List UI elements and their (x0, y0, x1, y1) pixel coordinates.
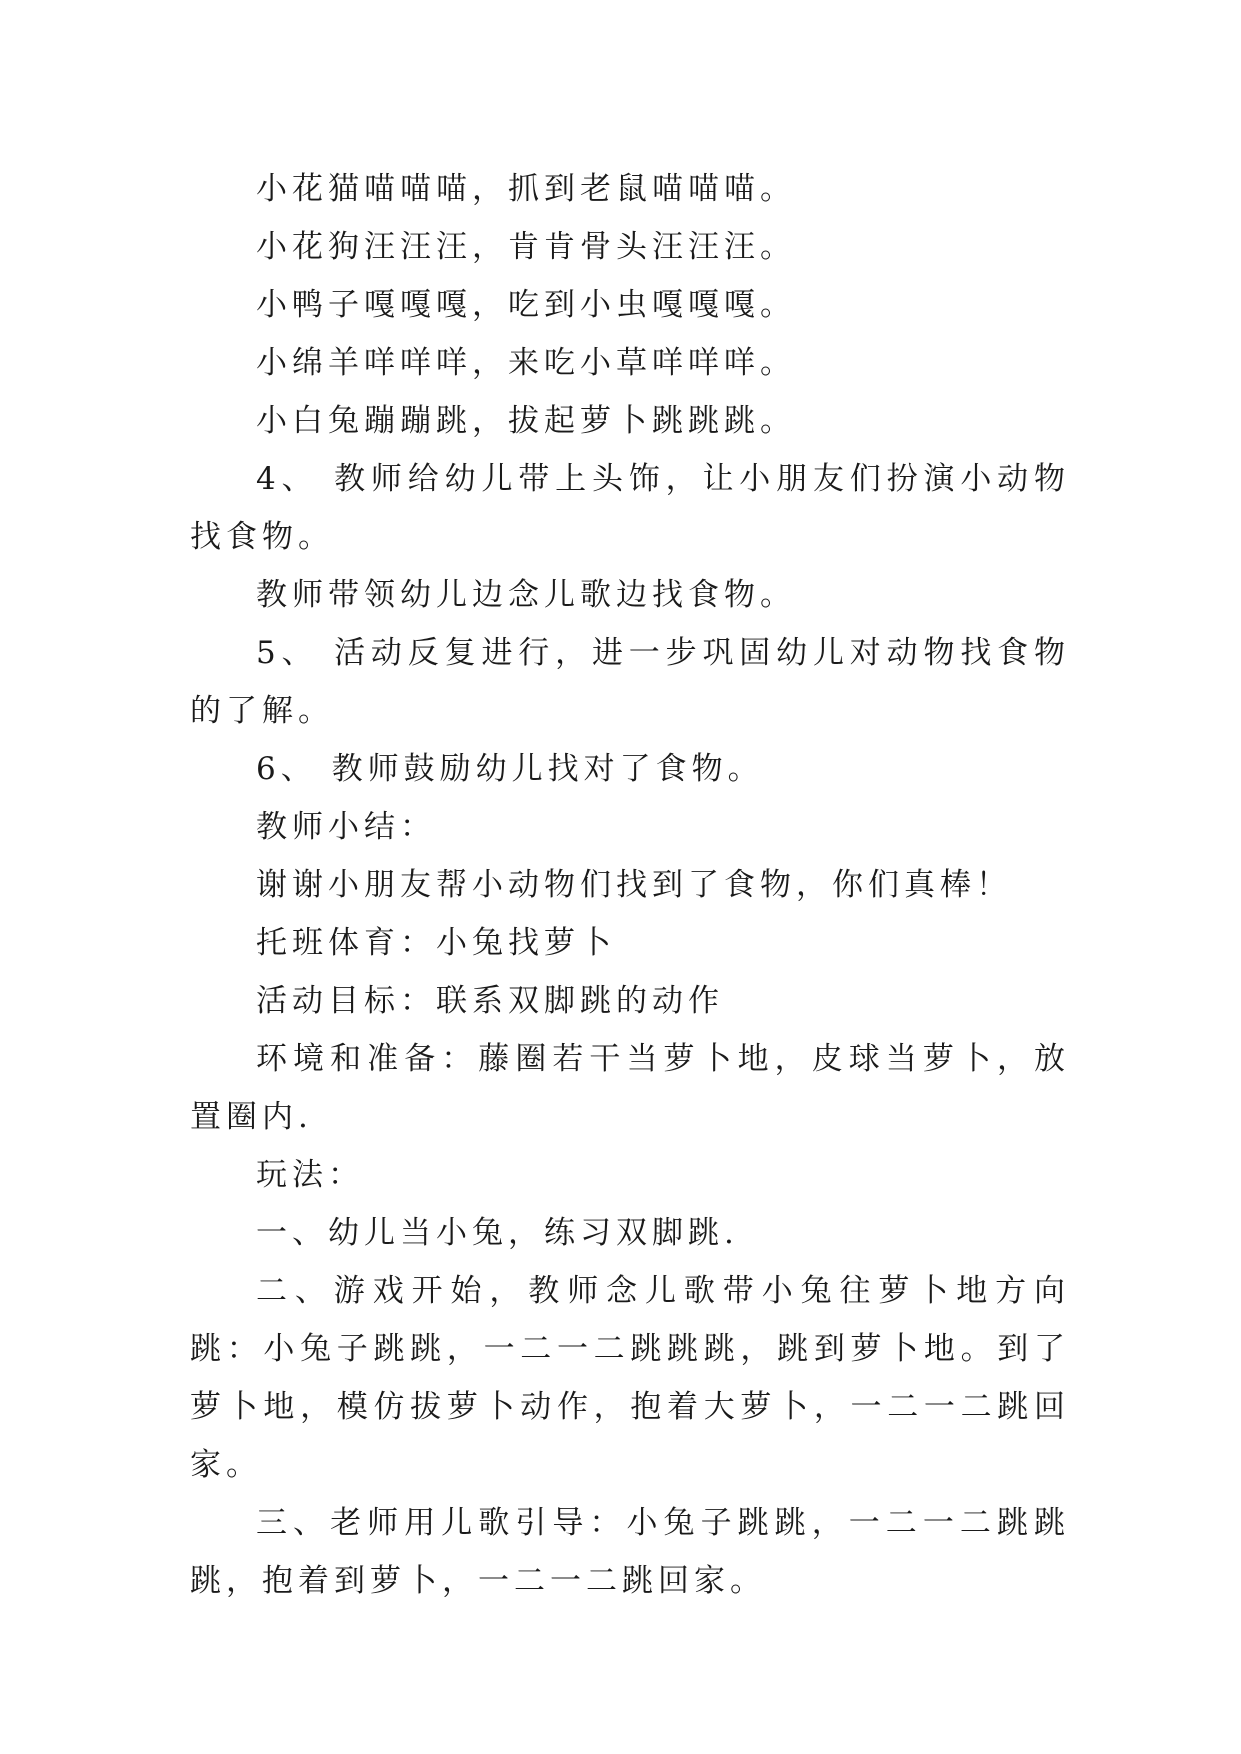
step-4-paragraph: 4、 教师给幼儿带上头饰，让小朋友们扮演小动物找食物。 (190, 461, 1070, 555)
summary-heading: 教师小结： (256, 809, 436, 845)
gameplay-step-1: 一、幼儿当小兔，练习双脚跳. (256, 1215, 739, 1251)
summary-text: 谢谢小朋友帮小动物们找到了食物，你们真棒！ (256, 867, 1012, 903)
rhyme-line-dog: 小花狗汪汪汪，肯肯骨头汪汪汪。 (256, 229, 796, 265)
rhyme-line-rabbit: 小白兔蹦蹦跳，拔起萝卜跳跳跳。 (256, 403, 796, 439)
step-5-paragraph: 5、 活动反复进行，进一步巩固幼儿对动物找食物的了解。 (190, 635, 1070, 729)
gameplay-step-3: 三、老师用儿歌引导：小兔子跳跳，一二一二跳跳跳，抱着到萝卜，一二一二跳回家。 (190, 1505, 1070, 1599)
rhyme-line-duck: 小鸭子嘎嘎嘎，吃到小虫嘎嘎嘎。 (256, 287, 796, 323)
activity-title: 托班体育：小兔找萝卜 (256, 925, 616, 961)
rhyme-line-cat: 小花猫喵喵喵，抓到老鼠喵喵喵。 (256, 171, 796, 207)
gameplay-heading: 玩法： (256, 1157, 364, 1193)
document-body (190, 160, 1070, 1610)
gameplay-step-2: 二、游戏开始，教师念儿歌带小兔往萝卜地方向跳：小兔子跳跳，一二一二跳跳跳，跳到萝卜地。到了萝卜地，模仿拔萝卜动作，抱着大萝卜，一二一二跳回家。 (190, 1273, 1070, 1483)
step-6-paragraph: 6、 教师鼓励幼儿找对了食物。 (256, 751, 764, 787)
step-4-note: 教师带领幼儿边念儿歌边找食物。 (256, 577, 796, 613)
rhyme-line-sheep: 小绵羊咩咩咩，来吃小草咩咩咩。 (256, 345, 796, 381)
activity-goal: 活动目标：联系双脚跳的动作 (256, 983, 724, 1019)
activity-preparation: 环境和准备：藤圈若干当萝卜地，皮球当萝卜，放置圈内. (190, 1041, 1070, 1135)
